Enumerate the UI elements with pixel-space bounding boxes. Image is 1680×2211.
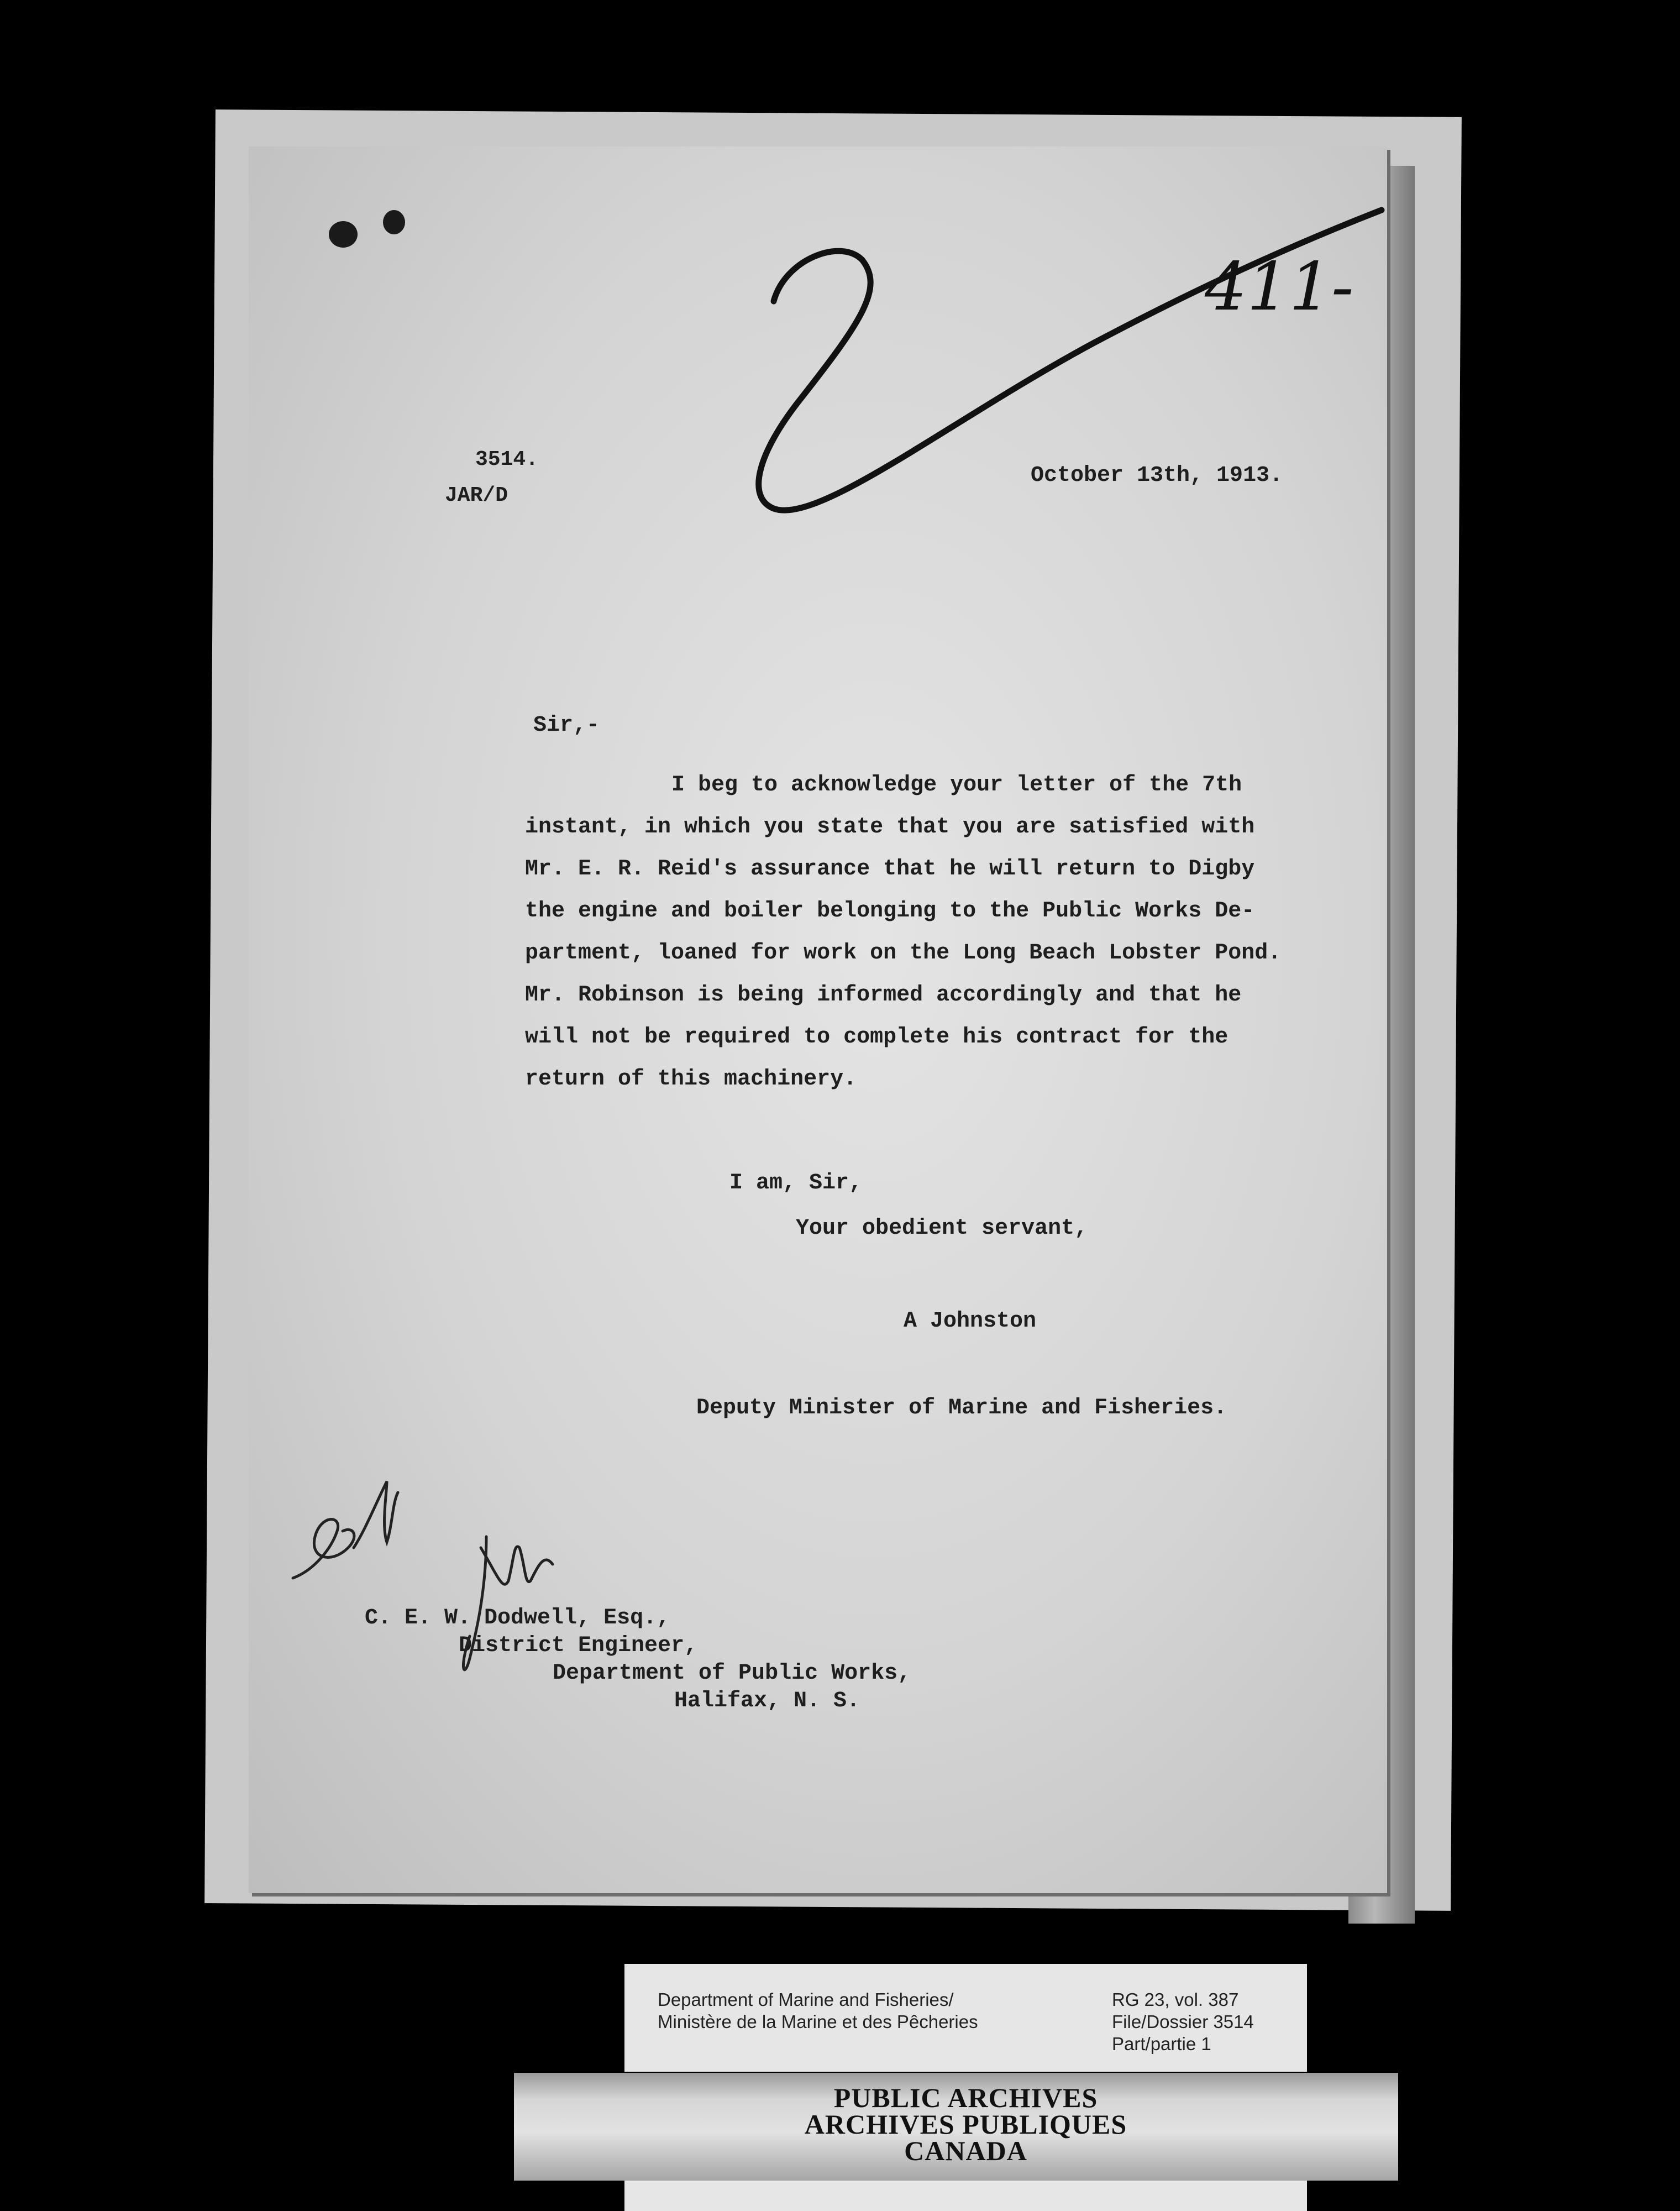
recipient-city: Halifax, N. S. [674,1689,860,1714]
signatory-name: A Johnston [904,1309,1037,1334]
body-line: return of this machinery. [525,1067,857,1092]
body-line: instant, in which you state that you are satisfied with [525,815,1255,840]
department-english: Department of Marine and Fisheries/ [658,1989,954,2010]
recipient-department: Department of Public Works, [553,1661,911,1686]
file-reference: File/Dossier 3514 [1112,2011,1254,2032]
department-french: Ministère de la Marine et des Pêcheries [658,2011,978,2032]
reference-initials: JAR/D [445,484,508,507]
body-line: I beg to acknowledge your letter of the 7th [671,773,1242,798]
initials-scrawl [293,1481,398,1578]
stamp-line-french: ARCHIVES PUBLIQUES [804,2109,1127,2140]
stamp-line-english: PUBLIC ARCHIVES [833,2082,1098,2113]
signatory-title: Deputy Minister of Marine and Fisheries. [696,1396,1227,1421]
salutation: Sir,- [533,713,600,738]
archive-reference [1112,1989,1254,2055]
record-group: RG 23, vol. 387 [1112,1989,1239,2010]
stamp-line-country: CANADA [904,2135,1027,2166]
handwritten-file-number: 411- [1205,249,1354,326]
recipient-name: C. E. W. Dodwell, Esq., [365,1606,670,1631]
archive-department [658,1989,978,2033]
closing-servant: Your obedient servant, [796,1216,1088,1241]
file-number: 3514. [475,448,539,471]
body-line: the engine and boiler belonging to the Public Works De- [525,899,1255,924]
recipient-title: District Engineer, [459,1633,698,1658]
closing-phrase: I am, Sir, [729,1171,863,1196]
archive-stamp-band [514,2073,1398,2181]
signature-scrawl [463,1537,553,1670]
part-reference: Part/partie 1 [1112,2034,1211,2054]
letter-date: October 13th, 1913. [1031,463,1283,488]
archive-label-bottom [624,2181,1307,2211]
body-line: Mr. Robinson is being informed accordingly and that he [525,983,1242,1008]
body-line: Mr. E. R. Reid's assurance that he will return to Digby [525,857,1255,882]
body-line: partment, loaned for work on the Long Beach Lobster Pond. [525,941,1282,966]
body-line: will not be required to complete his contract for the [525,1025,1229,1050]
archive-label [624,1964,1307,2072]
